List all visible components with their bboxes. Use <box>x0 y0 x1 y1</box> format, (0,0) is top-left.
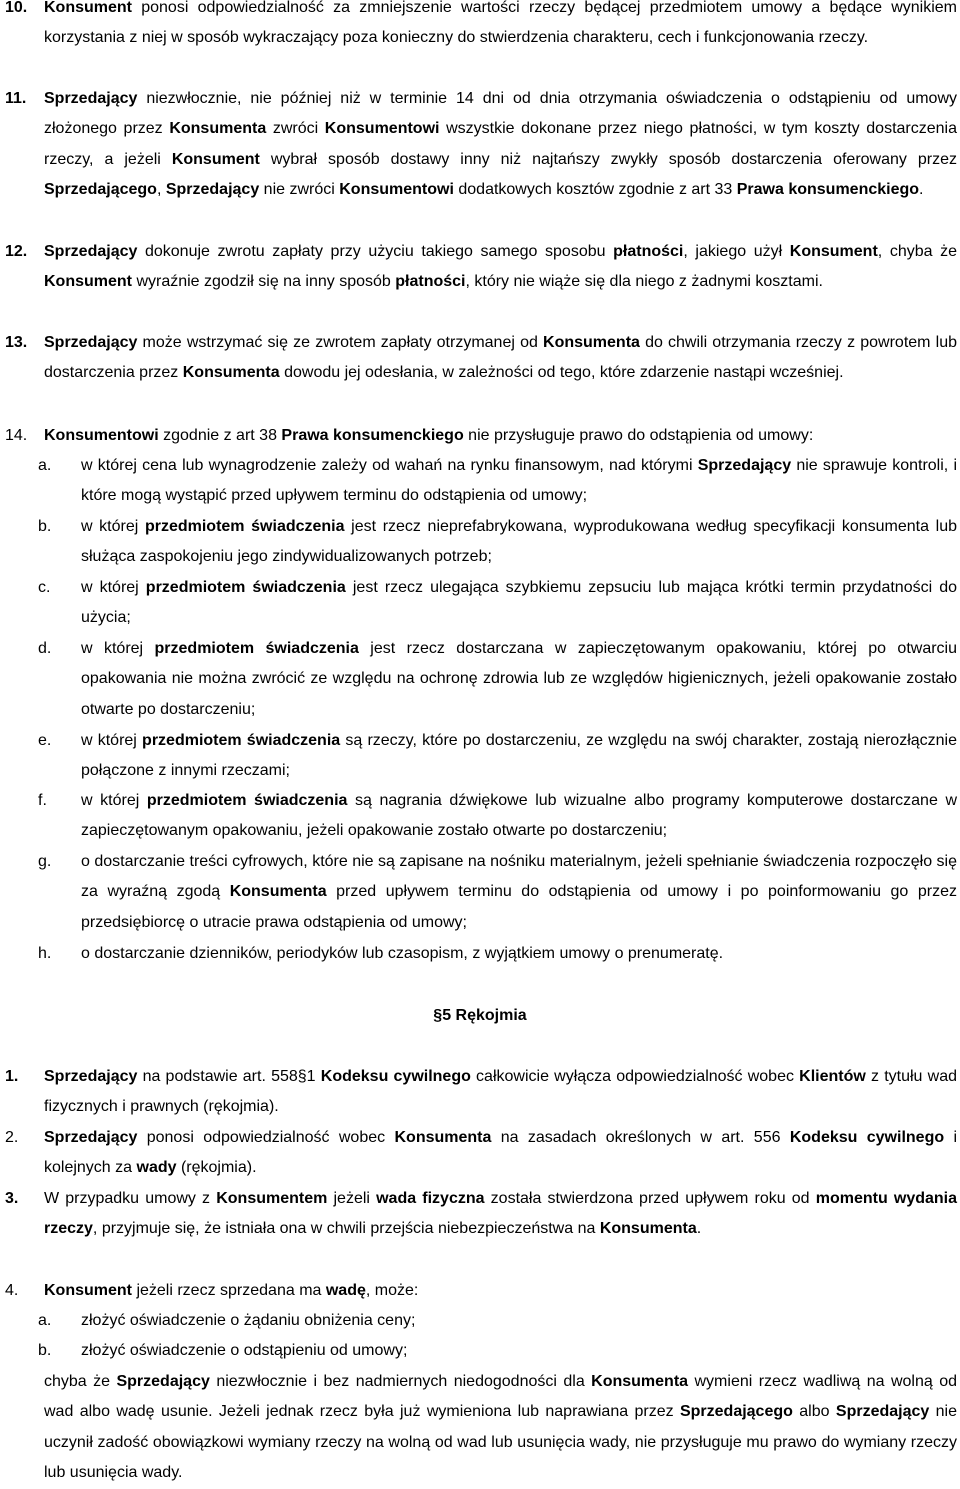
item-text <box>44 84 957 206</box>
sub-item-letter: d. <box>38 640 52 657</box>
bold-term: Konsumentowi <box>44 427 159 444</box>
sub-item-letter: a. <box>38 457 52 474</box>
text-run: wszystkie dokonane przez niego płatności, w tym koszty dostarczenia rzeczy, a jeżeli <box>44 120 958 168</box>
sub-item-letter: a. <box>38 1312 52 1329</box>
text-run: ponosi odpowiedzialność wobec <box>137 1129 395 1146</box>
bold-term: Sprzedający <box>44 334 138 351</box>
text-run: wymieni rzecz wadliwą na wolną od wad albo wadę usunie. Jeżeli jednak rzecz była już wymieniona lub naprawiana przez <box>44 1373 958 1421</box>
bold-term: Klientów <box>799 1068 866 1085</box>
text-run: przed upływem terminu do odstąpienia od umowy i po poinformowaniu go przez przedsiębiorcę o utracie prawa odstąpienia od umowy; <box>81 883 957 931</box>
text-run: w której <box>81 732 143 749</box>
text-run: , jakiego użył <box>683 243 790 260</box>
list-item <box>5 1184 957 1245</box>
sub-item <box>5 726 957 787</box>
item-text <box>44 237 957 298</box>
bold-term: wada fizyczna <box>376 1190 485 1207</box>
text-run: nie zwróci <box>259 181 340 199</box>
sub-item <box>5 1306 957 1336</box>
bold-term: Konsument <box>44 0 132 16</box>
bold-term: płatności <box>395 273 466 291</box>
bold-term: Sprzedającego <box>679 1403 793 1421</box>
text-run: są nagrania dźwiękowe lub wizualne albo programy komputerowe dostarczane w zapieczętowanym opakowaniu, jeżeli opakowanie zostało otwarte po dostarczeniu; <box>81 792 957 840</box>
bold-term: wadę <box>325 1282 366 1299</box>
bold-term: Konsumenta <box>229 883 327 901</box>
bold-term: Prawa konsumenckiego <box>736 181 920 199</box>
bold-term: Sprzedającego <box>44 181 157 199</box>
bold-term: Sprzedający <box>44 90 138 107</box>
item-text <box>44 1184 957 1245</box>
text-run: na podstawie art. 558§1 <box>137 1068 321 1085</box>
item-number: 13. <box>5 334 28 351</box>
bold-term: Sprzedający <box>116 1373 210 1390</box>
sub-item-letter: h. <box>38 945 52 962</box>
text-run: W przypadku umowy z <box>44 1190 217 1207</box>
bold-term: przedmiotem świadczenia <box>145 579 346 596</box>
item-text <box>44 1276 957 1306</box>
text-run: w której <box>81 792 147 809</box>
item-number: 12. <box>5 243 28 260</box>
text-run: zwróci <box>266 120 325 138</box>
bold-term: Konsumenta <box>394 1129 492 1146</box>
text-run: jest rzecz nieprefabrykowana, wyprodukowana według specyfikacji konsumenta lub służąca zaspokojeniu jego zindywidualizowanych potrzeb; <box>81 518 957 566</box>
sub-item-text <box>81 512 957 573</box>
bold-term: Konsument <box>789 243 878 260</box>
item-text <box>44 328 957 389</box>
sub-item <box>5 573 957 634</box>
sub-item <box>5 1336 957 1366</box>
text-run: dodatkowych kosztów zgodnie z art 33 <box>453 181 737 199</box>
sub-item-text <box>81 726 957 787</box>
bold-term: Sprzedający <box>697 457 792 474</box>
sub-item <box>5 847 957 938</box>
sub-item <box>5 634 957 725</box>
text-run: w której <box>81 579 146 596</box>
text-run: jeżeli <box>327 1190 377 1207</box>
sub-item-text <box>81 573 957 634</box>
bold-term: Sprzedający <box>44 1129 138 1146</box>
bold-term: Konsumentowi <box>339 181 454 199</box>
text-run: niezwłocznie, nie później niż w terminie 14 dni od dnia otrzymania oświadczenia o odstąpieniu od umowy złożonego przez <box>44 90 957 138</box>
bold-term: Konsumenta <box>543 334 640 351</box>
bold-term: Sprzedający <box>44 243 138 260</box>
text-run: nie sprawuje kontroli, i które mogą wystąpić przed upływem terminu do odstąpienia od umowy; <box>81 457 958 505</box>
sub-item-text <box>81 786 957 847</box>
text-run: o dostarczanie dzienników, periodyków lub czasopism, z wyjątkiem umowy o prenumeratę. <box>81 945 724 962</box>
text-run: (rękojmia). <box>176 1159 257 1177</box>
item-text <box>44 0 957 54</box>
item-number: 4. <box>5 1282 19 1299</box>
sub-item-letter: b. <box>38 518 52 535</box>
sub-item-text <box>81 1336 957 1366</box>
text-run: nie przysługuje prawo do odstąpienia od umowy: <box>463 427 814 444</box>
bold-term: momentu wydania rzeczy <box>44 1190 958 1238</box>
item-number: 3. <box>5 1190 19 1207</box>
item-number: 14. <box>5 427 28 444</box>
text-run: została stwierdzona przed upływem roku od <box>484 1190 816 1207</box>
bold-term: płatności <box>613 243 684 260</box>
text-run: , chyba że <box>877 243 958 260</box>
text-run: , przyjmuje się, że istniała ona w chwili przejścia niebezpieczeństwa na <box>92 1220 600 1238</box>
item-number: 2. <box>5 1129 19 1146</box>
bold-term: przedmiotem świadczenia <box>142 732 341 749</box>
bold-term: Konsumentem <box>216 1190 328 1207</box>
bold-term: Konsumenta <box>182 364 280 382</box>
bold-term: przedmiotem świadczenia <box>144 518 345 535</box>
item-text <box>44 421 957 451</box>
sub-item <box>5 512 957 573</box>
bold-term: Konsumenta <box>599 1220 697 1238</box>
text-run: z tytułu wad fizycznych i prawnych (rękojmia). <box>44 1068 957 1116</box>
list-item <box>5 1062 957 1123</box>
text-run: zgodnie z art 38 <box>158 427 282 444</box>
text-run: wyraźnie zgodził się na inny sposób <box>132 273 396 291</box>
bold-term: Konsumentowi <box>324 120 440 138</box>
bold-term: Konsumenta <box>591 1373 689 1390</box>
text-run: , <box>156 181 166 199</box>
sub-item-letter: e. <box>38 732 52 749</box>
list-item <box>5 237 957 298</box>
bold-term: Prawa konsumenckiego <box>281 427 464 444</box>
text-run: . <box>919 181 924 199</box>
bold-term: Konsument <box>171 150 260 168</box>
bold-term: Konsumenta <box>169 120 267 138</box>
text-run: dokonuje zwrotu zapłaty przy użyciu takiego samego sposobu <box>137 243 614 260</box>
text-run: albo <box>792 1403 836 1421</box>
sub-item <box>5 939 957 969</box>
text-run: niezwłocznie i bez nadmiernych niedogodności dla <box>209 1373 592 1390</box>
text-run: złożyć oświadczenie o żądaniu obniżenia ceny; <box>81 1312 416 1329</box>
text-run: jest rzecz dostarczana w zapieczętowanym opakowaniu, której po otwarciu opakowania nie można zwrócić ze względu na ochronę zdrowia lub ze względów higienicznych, jeżeli opakowanie zostało otwarte po dostarczeniu; <box>81 640 957 718</box>
bold-term: Sprzedający <box>165 181 260 199</box>
text-run: , który nie wiąże się dla niego z żadnymi kosztami. <box>465 273 823 291</box>
item-text <box>44 1062 957 1123</box>
text-run: ponosi odpowiedzialność za zmniejszenie wartości rzeczy będącej przedmiotem umowy a będące wynikiem korzystania z niej w sposób wykraczający poza konieczny do stwierdzenia charakteru, cech i funkcjonowania rzeczy. <box>44 0 957 47</box>
sub-item-text <box>81 847 957 938</box>
text-run: może wstrzymać się ze zwrotem zapłaty otrzymanej od <box>137 334 544 351</box>
list-item <box>5 1123 957 1184</box>
sub-item-letter: f. <box>38 792 47 809</box>
list-item <box>5 1276 957 1306</box>
list-item <box>5 421 957 451</box>
text-run: złożyć oświadczenie o odstąpieniu od umowy; <box>81 1342 408 1359</box>
bold-term: Kodeksu cywilnego <box>789 1129 945 1146</box>
text-run: w której <box>81 640 155 657</box>
bold-term: Sprzedający <box>44 1068 138 1085</box>
item-text <box>44 1123 957 1184</box>
text-run: jeżeli rzecz sprzedana ma <box>132 1282 326 1299</box>
bold-term: Sprzedający <box>835 1403 930 1421</box>
bold-term: Kodeksu cywilnego <box>320 1068 471 1085</box>
bold-term: przedmiotem świadczenia <box>146 792 348 809</box>
sub-item-text <box>81 1306 957 1336</box>
list-item <box>5 328 957 389</box>
text-run: i kolejnych za <box>44 1129 958 1177</box>
list-item <box>5 0 957 54</box>
item-number: 11. <box>5 90 27 107</box>
list-item <box>5 84 957 206</box>
bold-term: przedmiotem świadczenia <box>154 640 359 657</box>
text-run: wybrał sposób dostawy inny niż najtańszy zwykły sposób dostarczenia oferowany przez <box>259 150 958 168</box>
item-number: 10. <box>5 0 28 16</box>
bold-term: wady <box>136 1159 177 1177</box>
bold-term: Konsument <box>44 273 132 291</box>
text-run: nie uczynił zadość obowiązkowi wymiany rzeczy na wolną od wad lub usunięcia wady, nie przysługuje mu prawo do wymiany rzeczy lub usunięcia wady. <box>44 1403 957 1482</box>
text-run: są rzeczy, które po dostarczeniu, ze względu na swój charakter, zostają nierozłącznie połączone z innymi rzeczami; <box>81 732 958 780</box>
closing-paragraph <box>5 1367 957 1489</box>
text-run: dowodu jej odesłania, w zależności od tego, które zdarzenie nastąpi wcześniej. <box>279 364 844 382</box>
text-run: na zasadach określonych w art. 556 <box>491 1129 790 1146</box>
sub-item-letter: g. <box>38 853 52 870</box>
sub-item-text <box>81 451 957 512</box>
bold-term: Konsument <box>44 1282 132 1299</box>
item-number: 1. <box>5 1068 19 1085</box>
sub-item <box>5 786 957 847</box>
text-run: . <box>696 1220 702 1238</box>
text-run: do chwili otrzymania rzeczy z powrotem lub dostarczenia przez <box>44 334 958 382</box>
sub-item-letter: c. <box>38 579 51 596</box>
sub-item-letter: b. <box>38 1342 52 1359</box>
sub-item-text <box>81 634 957 725</box>
text-run: w której cena lub wynagrodzenie zależy od wahań na rynku finansowym, nad którymi <box>81 457 698 474</box>
text-run: o dostarczanie treści cyfrowych, które nie są zapisane na nośniku materialnym, jeżeli spełnianie świadczenia rozpoczęło się za wyraźną zgodą <box>81 853 957 901</box>
text-run: jest rzecz ulegająca szybkiemu zepsuciu lub mająca krótki termin przydatności do użycia; <box>81 579 958 627</box>
section-heading: §5 Rękojmia <box>433 1007 527 1024</box>
text-run: w której <box>81 518 145 535</box>
text-run: całkowicie wyłącza odpowiedzialność wobec <box>470 1068 800 1085</box>
text-run: , może: <box>365 1282 419 1299</box>
sub-item-text <box>81 939 957 969</box>
sub-item <box>5 451 957 512</box>
text-run: chyba że <box>44 1373 117 1390</box>
